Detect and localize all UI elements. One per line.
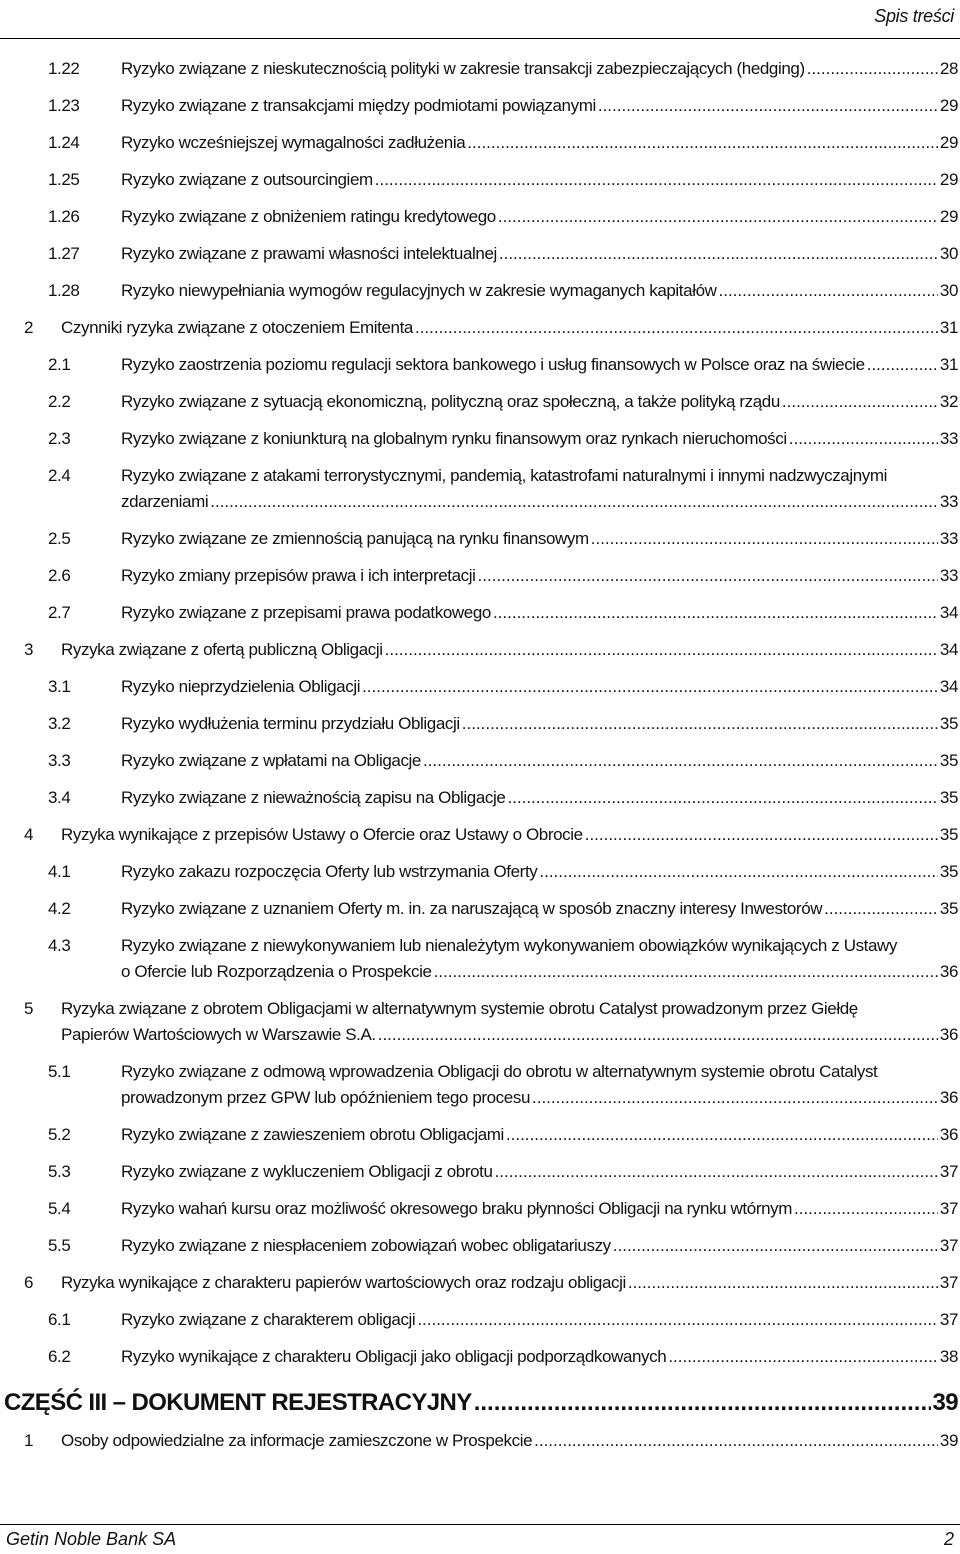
toc-entry-page: 29 <box>939 170 958 189</box>
toc-entry-page: 34 <box>939 603 958 622</box>
dot-leader <box>375 167 938 193</box>
dot-leader <box>789 426 938 452</box>
toc-entry-page: 38 <box>939 1347 958 1366</box>
toc-entry-number: 2 <box>24 318 34 337</box>
toc-entry-title: Ryzyko związane z odmową wprowadzenia Obligacji do obrotu w alternatywnym systemie obrotu Catalyst <box>121 1062 878 1081</box>
toc-entry-page: 35 <box>939 825 958 844</box>
toc-entry-page: 35 <box>939 899 958 918</box>
toc-section[interactable] <box>0 1428 960 1454</box>
toc-entry-title: Ryzyko niewypełniania wymogów regulacyjnych w zakresie wymaganych kapitałów <box>121 281 717 300</box>
toc-entry-title: Ryzyko związane z transakcjami między podmiotami powiązanymi <box>121 96 596 115</box>
toc-entry-line <box>121 896 958 922</box>
toc-section[interactable] <box>0 637 960 663</box>
toc-entry-number: 1.25 <box>48 170 80 189</box>
toc-entry-last-line <box>61 1022 958 1048</box>
toc-entry-title: Ryzyka wynikające z charakteru papierów wartościowych oraz rodzaju obligacji <box>61 1273 626 1292</box>
toc-entry-line <box>121 859 958 885</box>
dot-leader <box>434 959 938 985</box>
toc-subsection[interactable] <box>0 933 960 985</box>
toc-entry-number: 2.7 <box>48 603 71 622</box>
toc-entry-page: 31 <box>939 318 958 337</box>
dot-leader <box>782 389 938 415</box>
toc-entry-number: 5.5 <box>48 1236 71 1255</box>
dot-leader <box>591 526 938 552</box>
toc-entry-text <box>0 1307 960 1333</box>
toc-entry-text <box>0 1159 960 1185</box>
toc-entry-title: Ryzyko związane z obniżeniem ratingu kredytowego <box>121 207 496 226</box>
toc-entry-title: Ryzyko związane z niewykonywaniem lub nienależytym wykonywaniem obowiązków wynikających z Ustawy <box>121 936 898 955</box>
dot-leader <box>506 1122 938 1148</box>
dot-leader <box>598 93 938 119</box>
toc-entry-number: 1.23 <box>48 96 80 115</box>
toc-entry-line <box>121 130 958 156</box>
toc-entry-title: Ryzyko związane z prawami własności intelektualnej <box>121 244 497 263</box>
toc-entry-text <box>0 204 960 230</box>
dot-leader <box>507 785 937 811</box>
toc-entry-page: 28 <box>939 59 958 78</box>
toc-entry-title-continuation: Papierów Wartościowych w Warszawie S.A. <box>61 1025 376 1044</box>
toc-entry-line <box>121 1344 958 1370</box>
toc-entry-line <box>121 389 958 415</box>
toc-entry-page: 36 <box>939 1025 958 1044</box>
toc-entry-text <box>0 278 960 304</box>
toc-entry-number: 6.2 <box>48 1347 71 1366</box>
toc-entry-title: Ryzyko wydłużenia terminu przydziału Obligacji <box>121 714 460 733</box>
toc-subsection[interactable] <box>0 1159 960 1185</box>
toc-entry-number: 5.3 <box>48 1162 71 1181</box>
toc-entry-number: 4.2 <box>48 899 71 918</box>
toc-entry-page: 37 <box>939 1236 958 1255</box>
toc-entry-last-line <box>121 489 958 515</box>
toc-entry-title: Ryzyko zmiany przepisów prawa i ich interpretacji <box>121 566 476 585</box>
toc-entry-page: 32 <box>939 392 958 411</box>
toc-entry-number: 2.3 <box>48 429 71 448</box>
toc-subsection[interactable] <box>0 526 960 552</box>
toc-entry-text <box>0 241 960 267</box>
toc-entry-number: 3.1 <box>48 677 71 696</box>
toc-entry-title-continuation: zdarzeniami <box>121 492 209 511</box>
toc-entry-title: Ryzyko związane z niespłaceniem zobowiązań wobec obligatariuszy <box>121 1236 611 1255</box>
toc-entry-number: 3.4 <box>48 788 71 807</box>
toc-entry-line <box>121 426 958 452</box>
dot-leader <box>499 241 938 267</box>
toc-entry-page: 39 <box>939 1431 958 1450</box>
toc-entry-line <box>61 315 958 341</box>
toc-subsection[interactable] <box>0 785 960 811</box>
footer-page-number: 2 <box>943 1529 954 1549</box>
toc-entry-text <box>0 748 960 774</box>
dot-leader <box>462 711 938 737</box>
toc-entry-line <box>121 600 958 626</box>
toc-entry-text <box>0 526 960 552</box>
page-footer <box>0 1524 960 1554</box>
toc-subsection[interactable] <box>0 389 960 415</box>
dot-leader <box>668 1344 938 1370</box>
toc-entry-text <box>0 56 960 82</box>
dot-leader <box>415 315 938 341</box>
toc-entry-page: 30 <box>939 244 958 263</box>
toc-entry-line <box>121 93 958 119</box>
toc-entry-number: 5.2 <box>48 1125 71 1144</box>
toc-entry-page: 33 <box>939 529 958 548</box>
toc-entry-number: 2.4 <box>48 466 71 485</box>
toc-entry-text <box>0 1233 960 1259</box>
toc-entry-line <box>121 352 958 378</box>
toc-entry-text <box>0 130 960 156</box>
toc-entry-text <box>0 93 960 119</box>
toc-subsection[interactable] <box>0 896 960 922</box>
toc-entry-number: 2.1 <box>48 355 71 374</box>
toc-entry-text <box>0 352 960 378</box>
toc-entry-text <box>0 822 960 848</box>
toc-entry-line <box>121 563 958 589</box>
toc-entry-title: Ryzyko związane z wykluczeniem Obligacji z obrotu <box>121 1162 493 1181</box>
dot-leader <box>210 489 938 515</box>
toc-entry-title: Ryzyko związane z sytuacją ekonomiczną, polityczną oraz społeczną, a także polityką rządu <box>121 392 780 411</box>
toc-entry-page: 33 <box>939 429 958 448</box>
toc-subsection[interactable] <box>0 204 960 230</box>
dot-leader <box>719 278 938 304</box>
toc-entry-text <box>0 1059 960 1111</box>
toc-entry-number: 2.2 <box>48 392 71 411</box>
toc-entry-text <box>0 426 960 452</box>
toc-entry-title: Ryzyko wcześniejszej wymagalności zadłużenia <box>121 133 466 152</box>
toc-entry-text <box>0 637 960 663</box>
toc-entry-number: 5.4 <box>48 1199 71 1218</box>
toc-entry-number: 1.28 <box>48 281 80 300</box>
dot-leader <box>498 204 938 230</box>
toc-entry-line <box>121 241 958 267</box>
toc-entry-title: Ryzyko związane z charakterem obligacji <box>121 1310 416 1329</box>
dot-leader <box>628 1270 938 1296</box>
toc-entry-line <box>61 637 958 663</box>
toc-subsection[interactable] <box>0 859 960 885</box>
toc-entry-text <box>0 315 960 341</box>
toc-subsection[interactable] <box>0 600 960 626</box>
toc-subsection[interactable] <box>0 93 960 119</box>
toc-entry-line <box>121 278 958 304</box>
toc-entry-number: 2.5 <box>48 529 71 548</box>
toc-entry-number: 5.1 <box>48 1062 71 1081</box>
toc-entry-page: 35 <box>939 862 958 881</box>
toc-subsection[interactable] <box>0 241 960 267</box>
toc-entry-page: 34 <box>939 640 958 659</box>
dot-leader <box>613 1233 938 1259</box>
toc-subsection[interactable] <box>0 748 960 774</box>
toc-entry-line <box>121 1233 958 1259</box>
toc-entry-title: Ryzyko wynikające z charakteru Obligacji jako obligacji podporządkowanych <box>121 1347 667 1366</box>
dot-leader <box>378 1022 938 1048</box>
dot-leader <box>532 1085 938 1111</box>
footer-company: Getin Noble Bank SA <box>6 1529 177 1549</box>
toc-entry-line <box>121 1196 958 1222</box>
toc-entry-number: 2.6 <box>48 566 71 585</box>
dot-leader <box>534 1428 938 1454</box>
toc-entry-title: Ryzyko związane z uznaniem Oferty m. in. za naruszającą w sposób znaczny interesy Inwestorów <box>121 899 823 918</box>
toc-entry-line <box>121 748 958 774</box>
toc-entry-number: 6 <box>24 1273 34 1292</box>
toc-entry-number: 5 <box>24 999 34 1018</box>
toc-subsection[interactable] <box>0 1122 960 1148</box>
toc-entry-line <box>61 1428 958 1454</box>
toc-entry-title: Ryzyko związane z nieskutecznością polityki w zakresie transakcji zabezpieczających (hedging) <box>121 59 805 78</box>
toc-entry-page: 35 <box>939 751 958 770</box>
toc-subsection[interactable] <box>0 711 960 737</box>
toc-entry-page: 33 <box>939 566 958 585</box>
toc-entry-title-continuation: o Ofercie lub Rozporządzenia o Prospekcie <box>121 962 432 981</box>
toc-entry-line <box>121 1122 958 1148</box>
toc-entry-page: 29 <box>939 207 958 226</box>
dot-leader <box>478 563 938 589</box>
toc-entry-page: 31 <box>939 355 958 374</box>
toc-entry-line <box>121 785 958 811</box>
toc-entry-title: Ryzyka związane z ofertą publiczną Obligacji <box>61 640 383 659</box>
toc-entry-title: Ryzyko związane z nieważnością zapisu na Obligacje <box>121 788 506 807</box>
toc-entry-text <box>0 1270 960 1296</box>
toc-entry-number: 3.3 <box>48 751 71 770</box>
dot-leader <box>794 1196 938 1222</box>
toc-entry-title: Ryzyka wynikające z przepisów Ustawy o Ofercie oraz Ustawy o Obrocie <box>61 825 583 844</box>
dot-leader <box>474 1388 931 1418</box>
toc-subsection[interactable] <box>0 1233 960 1259</box>
toc-entry-text <box>0 167 960 193</box>
toc-subsection[interactable] <box>0 1344 960 1370</box>
toc-part-line <box>4 1388 958 1418</box>
toc-entry-title: Ryzyko zaostrzenia poziomu regulacji sektora bankowego i usług finansowych w Polsce oraz na świecie <box>121 355 865 374</box>
toc-entry-number: 6.1 <box>48 1310 71 1329</box>
toc-section[interactable] <box>0 996 960 1048</box>
toc-subsection[interactable] <box>0 56 960 82</box>
dot-leader <box>423 748 938 774</box>
toc-entry-page: 36 <box>939 1125 958 1144</box>
toc-entry-title: Ryzyko związane ze zmiennością panującą na rynku finansowym <box>121 529 589 548</box>
toc-entry-line <box>121 1159 958 1185</box>
toc-entry-line <box>61 822 958 848</box>
toc-entry-page: 29 <box>939 133 958 152</box>
toc-section[interactable] <box>0 315 960 341</box>
header-title: Spis treści <box>874 6 954 26</box>
dot-leader <box>867 352 938 378</box>
toc-entry-title: Ryzyko związane z zawieszeniem obrotu Obligacjami <box>121 1125 504 1144</box>
toc-subsection[interactable] <box>0 352 960 378</box>
toc-entry-title: Ryzyko nieprzydzielenia Obligacji <box>121 677 361 696</box>
toc-entry-page: 35 <box>939 788 958 807</box>
toc-entry-number: 4 <box>24 825 34 844</box>
toc-entry-line <box>121 1307 958 1333</box>
toc-entry-last-line <box>121 1085 958 1111</box>
toc-subsection[interactable] <box>0 1307 960 1333</box>
toc-entry-page: 34 <box>939 677 958 696</box>
dot-leader <box>824 896 938 922</box>
toc-entry-number: 3 <box>24 640 34 659</box>
toc-entry-text <box>0 1344 960 1370</box>
toc-entry-text <box>0 674 960 700</box>
toc-entry-page: 36 <box>939 962 958 981</box>
toc-entry-page: 33 <box>939 492 958 511</box>
dot-leader <box>417 1307 938 1333</box>
toc-subsection[interactable] <box>0 426 960 452</box>
toc-entry-text <box>0 896 960 922</box>
toc-section[interactable] <box>0 1270 960 1296</box>
toc-entry-page: 36 <box>939 1088 958 1107</box>
toc-entry-number: 1.27 <box>48 244 80 263</box>
toc-entry-number: 1.26 <box>48 207 80 226</box>
toc-entry-text <box>0 463 960 515</box>
toc-subsection[interactable] <box>0 1196 960 1222</box>
toc-entry-line <box>121 711 958 737</box>
toc-entry-line <box>61 1270 958 1296</box>
toc-entry-title: Osoby odpowiedzialne za informacje zamieszczone w Prospekcie <box>61 1431 533 1450</box>
toc-entry-text <box>0 711 960 737</box>
toc-entry-title-continuation: prowadzonym przez GPW lub opóźnieniem tego procesu <box>121 1088 530 1107</box>
toc-subsection[interactable] <box>0 130 960 156</box>
toc-subsection[interactable] <box>0 1059 960 1111</box>
toc-entry-page: 35 <box>939 714 958 733</box>
dot-leader <box>585 822 938 848</box>
toc-entry-title: Ryzyko związane z koniunkturą na globalnym rynku finansowym oraz rynkach nieruchomości <box>121 429 787 448</box>
toc-entry-title: Ryzyko zakazu rozpoczęcia Oferty lub wstrzymania Oferty <box>121 862 538 881</box>
toc-entry-page: 37 <box>939 1310 958 1329</box>
toc-entry-page: 30 <box>939 281 958 300</box>
toc-entry-line <box>121 167 958 193</box>
toc-entry-title: Ryzyka związane z obrotem Obligacjami w alternatywnym systemie obrotu Catalyst prowadzonym przez Giełdę <box>61 999 858 1018</box>
toc-entry-text <box>0 859 960 885</box>
toc-entry-number: 3.2 <box>48 714 71 733</box>
toc-subsection[interactable] <box>0 278 960 304</box>
toc-entry-title: Ryzyko związane z outsourcingiem <box>121 170 373 189</box>
toc-entry-title: Ryzyko wahań kursu oraz możliwość okresowego braku płynności Obligacji na rynku wtórnym <box>121 1199 792 1218</box>
toc-entry-line <box>121 204 958 230</box>
dot-leader <box>385 637 938 663</box>
toc-entry-number: 1 <box>24 1431 34 1450</box>
toc-entry-page: 37 <box>939 1273 958 1292</box>
toc-entry-title: Czynniki ryzyka związane z otoczeniem Emitenta <box>61 318 413 337</box>
dot-leader <box>539 859 938 885</box>
toc-entry-line <box>121 674 958 700</box>
toc-entry-text <box>0 933 960 985</box>
toc-entry-text <box>0 600 960 626</box>
toc-entry-number: 1.24 <box>48 133 80 152</box>
table-of-contents <box>0 56 960 1465</box>
toc-entry-number: 4.1 <box>48 862 71 881</box>
toc-subsection[interactable] <box>0 674 960 700</box>
toc-entry-text <box>0 996 960 1048</box>
toc-entry-page: 29 <box>939 96 958 115</box>
dot-leader <box>495 1159 938 1185</box>
toc-entry-title: Ryzyko związane z atakami terrorystycznymi, pandemią, katastrofami naturalnymi i innymi nadzwyczajnymi <box>121 466 888 485</box>
toc-entry-last-line <box>121 959 958 985</box>
toc-entry-page: 37 <box>939 1162 958 1181</box>
toc-entry-text <box>0 1122 960 1148</box>
toc-entry-title: Ryzyko związane z wpłatami na Obligacje <box>121 751 421 770</box>
toc-entry-number: 1.22 <box>48 59 80 78</box>
toc-entry-text <box>0 563 960 589</box>
toc-part-title: CZĘŚĆ III – DOKUMENT REJESTRACYJNY <box>4 1389 472 1416</box>
toc-entry-text <box>0 389 960 415</box>
page-header <box>0 0 960 39</box>
dot-leader <box>493 600 938 626</box>
toc-entry-line <box>121 56 958 82</box>
toc-entry-number: 4.3 <box>48 936 71 955</box>
toc-entry-title: Ryzyko związane z przepisami prawa podatkowego <box>121 603 491 622</box>
toc-section[interactable] <box>0 822 960 848</box>
toc-subsection[interactable] <box>0 463 960 515</box>
dot-leader <box>362 674 938 700</box>
toc-subsection[interactable] <box>0 167 960 193</box>
toc-part-page: 39 <box>932 1389 958 1416</box>
toc-subsection[interactable] <box>0 563 960 589</box>
dot-leader <box>807 56 938 82</box>
toc-part-heading[interactable] <box>0 1388 960 1418</box>
toc-entry-text <box>0 785 960 811</box>
toc-entry-text <box>0 1428 960 1454</box>
dot-leader <box>467 130 938 156</box>
toc-entry-text <box>0 1196 960 1222</box>
toc-entry-line <box>121 526 958 552</box>
toc-entry-page: 37 <box>939 1199 958 1218</box>
